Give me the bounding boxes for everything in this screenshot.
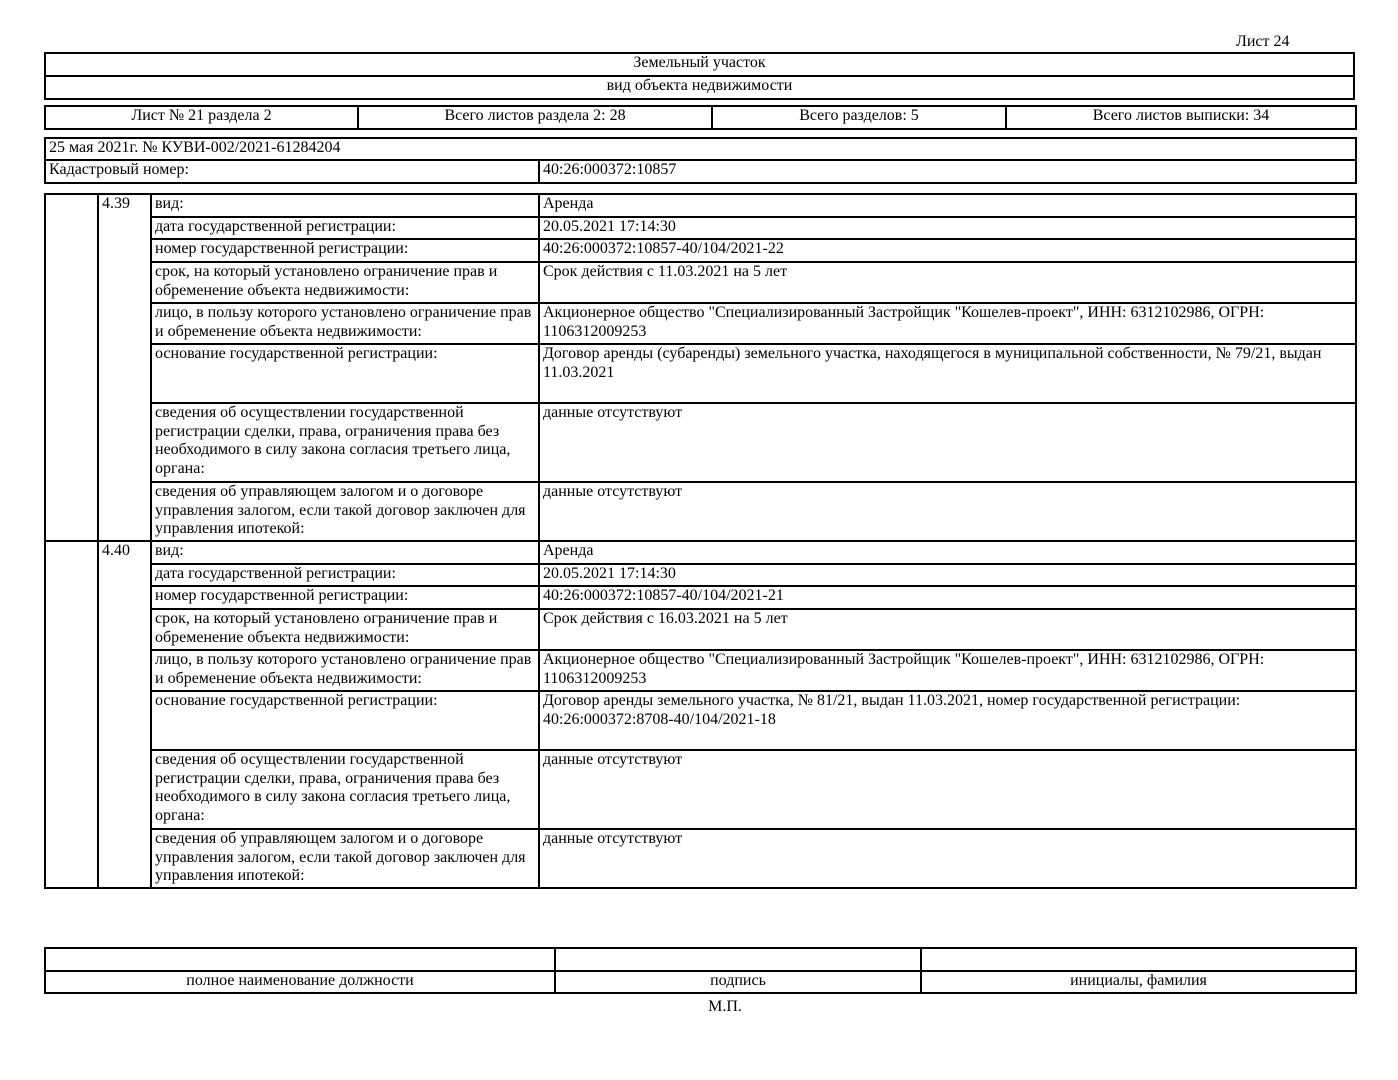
cadastral-value: 40:26:000372:10857 — [539, 160, 1356, 183]
field-label: номер государственной регистрации: — [151, 239, 539, 262]
sheet-number: Лист 24 — [1236, 33, 1290, 50]
record-number: 4.40 — [98, 541, 151, 888]
table-row — [45, 344, 1356, 403]
object-type-header — [44, 52, 1355, 100]
table-row — [45, 239, 1356, 262]
position-field — [45, 948, 555, 971]
table-row — [45, 564, 1356, 586]
position-caption: полное наименование должности — [45, 971, 555, 993]
field-label: лицо, в пользу которого установлено ограничение прав и обременение объекта недвижимости: — [151, 303, 539, 344]
field-value: 20.05.2021 17:14:30 — [539, 217, 1356, 239]
field-label: вид: — [151, 194, 539, 217]
table-row — [45, 482, 1356, 541]
table-row — [45, 217, 1356, 239]
field-value: данные отсутствуют — [539, 403, 1356, 482]
field-value: данные отсутствуют — [539, 482, 1356, 541]
field-label: дата государственной регистрации: — [151, 564, 539, 586]
name-caption: инициалы, фамилия — [921, 971, 1356, 993]
object-type-caption: вид объекта недвижимости — [45, 76, 1354, 99]
field-label: сведения об управляющем залогом и о договоре управления залогом, если такой договор заключен для управления ипотекой: — [151, 829, 539, 888]
field-value: Акционерное общество "Специализированный Застройщик "Кошелев-проект", ИНН: 6312102986, ОГРН: 1106312009253 — [539, 303, 1356, 344]
name-field — [921, 948, 1356, 971]
cadastral-label: Кадастровый номер: — [45, 160, 539, 183]
table-row — [45, 829, 1356, 888]
table-row — [45, 303, 1356, 344]
record-blank-cell — [45, 194, 98, 541]
record-number: 4.39 — [98, 194, 151, 541]
table-row — [45, 609, 1356, 650]
extract-sheets-total: Всего листов выписки: 34 — [1006, 106, 1356, 129]
field-label: номер государственной регистрации: — [151, 586, 539, 609]
field-value: 40:26:000372:10857-40/104/2021-21 — [539, 586, 1356, 609]
field-label: сведения об осуществлении государственной регистрации сделки, права, ограничения права без необходимого в силу закона согласия третьего лица, органа: — [151, 403, 539, 482]
signature-table — [44, 947, 1357, 994]
record-blank-cell — [45, 541, 98, 888]
object-type: Земельный участок — [45, 53, 1354, 76]
table-row — [45, 750, 1356, 829]
table-row — [45, 262, 1356, 303]
field-value: Срок действия с 16.03.2021 на 5 лет — [539, 609, 1356, 650]
table-row — [45, 194, 1356, 217]
field-value: Аренда — [539, 541, 1356, 564]
field-label: дата государственной регистрации: — [151, 217, 539, 239]
table-row — [45, 586, 1356, 609]
encumbrance-table — [44, 193, 1357, 889]
document-date-number: 25 мая 2021г. № КУВИ-002/2021-61284204 — [45, 138, 1356, 160]
stamp-place: М.П. — [708, 998, 742, 1015]
table-row — [45, 691, 1356, 750]
sections-total: Всего разделов: 5 — [712, 106, 1006, 129]
table-row — [45, 541, 1356, 564]
field-value: Аренда — [539, 194, 1356, 217]
field-value: Договор аренды (субаренды) земельного участка, находящегося в муниципальной собственности, № 79/21, выдан 11.03.2021 — [539, 344, 1356, 403]
signature-field — [555, 948, 921, 971]
field-label: срок, на который установлено ограничение прав и обременение объекта недвижимости: — [151, 609, 539, 650]
field-value: данные отсутствуют — [539, 829, 1356, 888]
field-value: Акционерное общество "Специализированный Застройщик "Кошелев-проект", ИНН: 6312102986, ОГРН: 1106312009253 — [539, 650, 1356, 691]
document-info — [44, 137, 1357, 184]
table-row — [45, 403, 1356, 482]
field-value: 40:26:000372:10857-40/104/2021-22 — [539, 239, 1356, 262]
field-value: Договор аренды земельного участка, № 81/21, выдан 11.03.2021, номер государственной регистрации: 40:26:000372:8708-40/104/2021-18 — [539, 691, 1356, 750]
signature-caption: подпись — [555, 971, 921, 993]
field-label: срок, на который установлено ограничение прав и обременение объекта недвижимости: — [151, 262, 539, 303]
field-label: вид: — [151, 541, 539, 564]
sheet-info — [44, 105, 1357, 130]
sheet-of-section: Лист № 21 раздела 2 — [45, 106, 358, 129]
field-value: Срок действия с 11.03.2021 на 5 лет — [539, 262, 1356, 303]
section-sheets-total: Всего листов раздела 2: 28 — [358, 106, 712, 129]
table-row — [45, 650, 1356, 691]
field-label: сведения об управляющем залогом и о договоре управления залогом, если такой договор заключен для управления ипотекой: — [151, 482, 539, 541]
field-label: основание государственной регистрации: — [151, 691, 539, 750]
field-value: 20.05.2021 17:14:30 — [539, 564, 1356, 586]
field-label: основание государственной регистрации: — [151, 344, 539, 403]
field-value: данные отсутствуют — [539, 750, 1356, 829]
field-label: сведения об осуществлении государственной регистрации сделки, права, ограничения права без необходимого в силу закона согласия третьего лица, органа: — [151, 750, 539, 829]
field-label: лицо, в пользу которого установлено ограничение прав и обременение объекта недвижимости: — [151, 650, 539, 691]
